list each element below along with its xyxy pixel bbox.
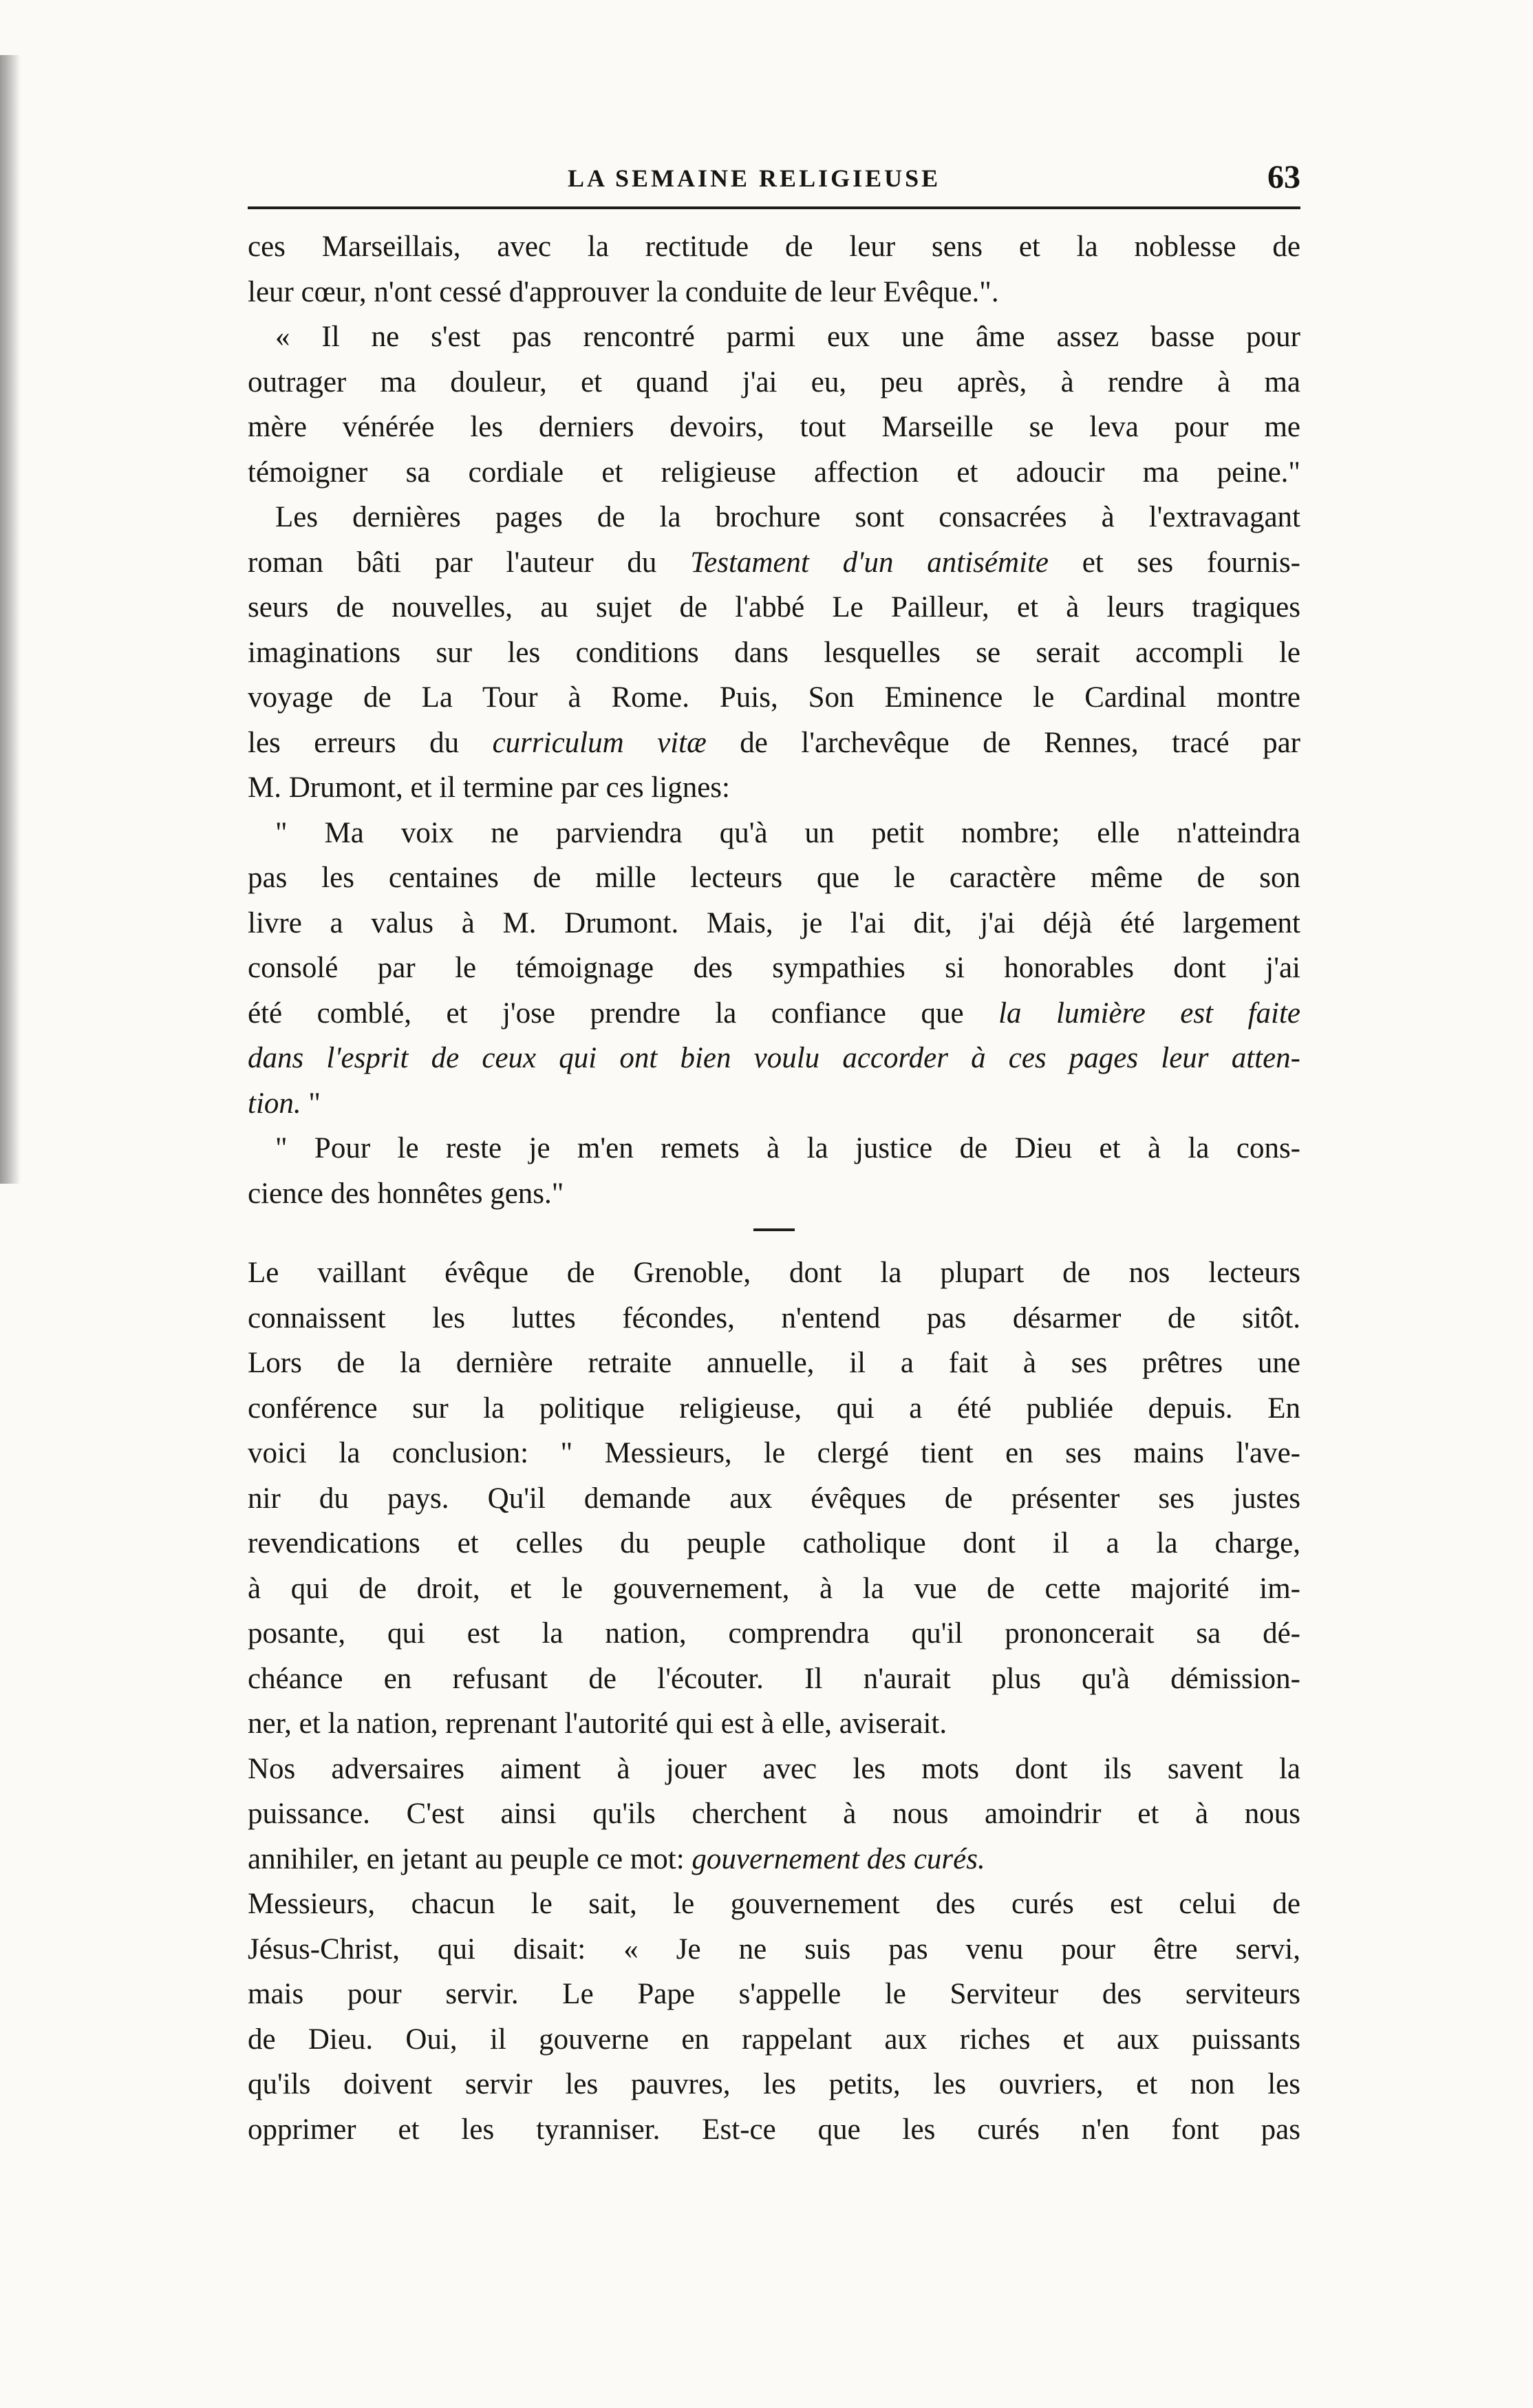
text-line	[248, 1081, 1300, 1127]
text-line: ces Marseillais, avec la rectitude de leur sens et la noblesse de	[248, 231, 1300, 263]
text-run: les erreurs du	[248, 726, 493, 759]
text-line	[248, 540, 1300, 586]
text-line: consolé par le témoignage des sympathies si honorables dont j'ai	[248, 952, 1300, 984]
text-line: nir du pays. Qu'il demande aux évêques de présenter ses justes	[248, 1482, 1300, 1515]
text-line: seurs de nouvelles, au sujet de l'abbé Le Pailleur, et à leurs tragiques	[248, 591, 1300, 624]
text-line: Messieurs, chacun le sait, le gouvernement des curés est celui de	[248, 1888, 1300, 1920]
scan-edge-shadow	[0, 55, 21, 1184]
text-run: "	[301, 1087, 321, 1120]
paragraph-8	[248, 1882, 1300, 2152]
text-line: " Ma voix ne parviendra qu'à un petit nombre; elle n'atteindra	[275, 816, 1300, 849]
book-page	[248, 158, 1300, 2152]
paragraph-7	[248, 1747, 1300, 1882]
text-line	[248, 1837, 1300, 1882]
text-line: connaissent les luttes fécondes, n'entend pas désarmer de sitôt.	[248, 1301, 1300, 1334]
text-line: de Dieu. Oui, il gouverne en rappelant aux riches et aux puissants	[248, 2023, 1300, 2056]
text-line: Nos adversaires aiment à jouer avec les mots dont ils savent la	[248, 1752, 1300, 1785]
text-line: livre a valus à M. Drumont. Mais, je l'ai dit, j'ai déjà été largement	[248, 906, 1300, 939]
text-line: " Pour le reste je m'en remets à la justice de Dieu et à la cons-	[275, 1132, 1300, 1164]
text-line: mais pour servir. Le Pape s'appelle le Serviteur des serviteurs	[248, 1978, 1300, 2010]
text-line: pas les centaines de mille lecteurs que le caractère même de son	[248, 862, 1300, 894]
text-run: annihiler, en jetant au peuple ce mot:	[248, 1842, 692, 1875]
text-run: roman bâti par l'auteur du	[248, 546, 691, 579]
text-run: et ses fournis-	[1048, 546, 1300, 579]
text-line: revendications et celles du peuple catholique dont il a la charge,	[248, 1527, 1300, 1559]
running-header	[248, 158, 1300, 209]
text-line: voici la conclusion: " Messieurs, le clergé tient en ses mains l'ave-	[248, 1437, 1300, 1469]
page-number: 63	[1267, 159, 1300, 195]
text-line: témoigner sa cordiale et religieuse affection et adoucir ma peine."	[248, 456, 1300, 489]
text-line: Le vaillant évêque de Grenoble, dont la plupart de nos lecteurs	[248, 1257, 1300, 1289]
text-line: M. Drumont, et il termine par ces lignes:	[248, 771, 730, 804]
text-line: voyage de La Tour à Rome. Puis, Son Eminence le Cardinal montre	[248, 681, 1300, 714]
text-line: posante, qui est la nation, comprendra qu'il prononcerait sa dé-	[248, 1617, 1300, 1650]
text-line: conférence sur la politique religieuse, qui a été publiée depuis. En	[248, 1392, 1300, 1425]
paragraph-5	[248, 1126, 1300, 1216]
text-line: ner, et la nation, reprenant l'autorité qui est à elle, aviserait.	[248, 1707, 947, 1740]
latin-term: curriculum vitæ	[492, 726, 707, 759]
italic-quote: dans l'esprit de ceux qui ont bien voulu accorder à ces pages leur atten-	[248, 1042, 1300, 1074]
book-title: Testament d'un antisémite	[690, 546, 1049, 579]
paragraph-4	[248, 811, 1300, 1127]
text-line: leur cœur, n'ont cessé d'approuver la conduite de leur Evêque.".	[248, 275, 999, 308]
body-text	[248, 224, 1300, 2152]
paragraph-6	[248, 1250, 1300, 1747]
text-line: outrager ma douleur, et quand j'ai eu, peu après, à rendre à ma	[248, 365, 1300, 398]
section-divider	[753, 1228, 795, 1231]
text-line: cience des honnêtes gens."	[248, 1177, 564, 1210]
text-line	[248, 721, 1300, 766]
running-title: LA SEMAINE RELIGIEUSE	[568, 164, 941, 192]
text-line: opprimer et les tyranniser. Est-ce que les curés n'en font pas	[248, 2113, 1300, 2146]
italic-quote: tion.	[248, 1087, 301, 1120]
text-run: de l'archevêque de Rennes, tracé par	[706, 726, 1300, 759]
text-line: Lors de la dernière retraite annuelle, il a fait à ses prêtres une	[248, 1347, 1300, 1379]
text-line: puissance. C'est ainsi qu'ils cherchent à nous amoindrir et à nous	[248, 1798, 1300, 1830]
text-line: Jésus-Christ, qui disait: « Je ne suis pas venu pour être servi,	[248, 1932, 1300, 1965]
paragraph-2	[248, 315, 1300, 495]
text-line	[248, 991, 1300, 1036]
text-line: qu'ils doivent servir les pauvres, les petits, les ouvriers, et non les	[248, 2068, 1300, 2100]
italic-quote: la lumière est faite	[998, 997, 1300, 1030]
paragraph-1	[248, 224, 1300, 315]
text-line	[248, 1036, 1300, 1081]
text-line: à qui de droit, et le gouvernement, à la vue de cette majorité im-	[248, 1572, 1300, 1605]
paragraph-3	[248, 495, 1300, 811]
text-run: été comblé, et j'ose prendre la confiance que	[248, 997, 999, 1030]
italic-phrase: gouvernement des curés.	[692, 1842, 985, 1875]
text-line: mère vénérée les derniers devoirs, tout Marseille se leva pour me	[248, 411, 1300, 443]
text-line: « Il ne s'est pas rencontré parmi eux une âme assez basse pour	[275, 321, 1300, 353]
text-line: Les dernières pages de la brochure sont consacrées à l'extravagant	[275, 501, 1300, 533]
text-line: imaginations sur les conditions dans lesquelles se serait accompli le	[248, 636, 1300, 669]
text-line: chéance en refusant de l'écouter. Il n'aurait plus qu'à démission-	[248, 1662, 1300, 1695]
